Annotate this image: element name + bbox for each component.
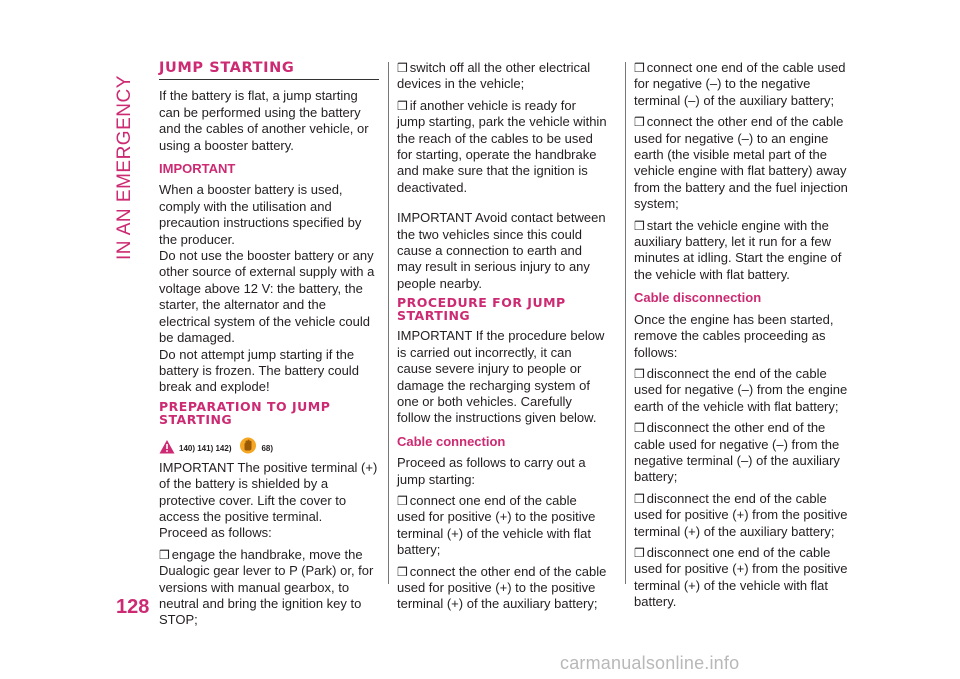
list-item: ❒ connect the other end of the cable used for negative (–) to an engine earth (the visible metal part of the vehicle engine with flat battery) away from the battery and the fuel injection system; [634,114,848,212]
connection-intro: Proceed as follows to carry out a jump starting: [397,455,586,487]
caution-ref-numbers: 68) [261,443,274,453]
checkbox-bullet-icon: ❒ [634,218,645,233]
list-item: ❒ connect the other end of the cable used for positive (+) to the positive terminal (+) of the auxiliary battery; [397,563,607,612]
checkbox-bullet-icon: ❒ [634,61,645,75]
list-item: ❒ connect one end of the cable used for negative (–) to the negative terminal (–) of the auxiliary battery; [634,60,846,108]
column-divider [625,62,626,584]
page-number: 128 [116,596,150,618]
watermark: carmanualsonline.info [560,653,740,673]
procedure-paragraph: IMPORTANT If the procedure below is carried out incorrectly, it can cause severe injury to people or damage the recharging system of one or both vehicles. Carefully follow the instructions given below. [397,328,605,426]
checkbox-bullet-icon: ❒ [397,493,408,508]
intro-paragraph: If the battery is flat, a jump starting can be performed using the battery and the cables of another vehicle, or using a booster battery. [159,88,369,153]
list-item: ❒ start the vehicle engine with the auxiliary battery, let it run for a few minutes at idling. Start the engine of the vehicle with flat battery. [634,217,842,282]
checkbox-bullet-icon: ❒ [634,421,645,436]
section-title-procedure: PROCEDURE FOR JUMP STARTING [397,295,566,324]
checkbox-bullet-icon: ❒ [634,491,645,506]
chapter-title: IN AN EMERGENCY [114,75,135,260]
list-item: ❒ disconnect the end of the cable used for positive (+) from the positive terminal (+) of the auxiliary battery; [634,490,848,539]
section-title-jump-starting: JUMP STARTING [159,60,379,80]
column-divider [388,62,389,584]
important-paragraph: Do not attempt jump starting if the battery is frozen. The battery could break and explode! [159,346,359,395]
checkbox-bullet-icon: ❒ [634,545,645,560]
preparation-paragraph: Proceed as follows: [159,525,272,541]
checkbox-bullet-icon: ❒ [397,98,408,113]
column-3 [634,60,856,616]
warning-references [159,432,379,454]
list-item: ❒ engage the handbrake, move the Dualogic gear lever to P (Park) or, for versions with manual gearbox, to neutral and bring the ignition key to STOP; [159,546,374,628]
checkbox-bullet-icon: ❒ [159,547,170,562]
warning-ref-numbers: 140) 141) 142) [179,443,232,453]
checkbox-bullet-icon: ❒ [397,61,408,75]
subheading-cable-connection: Cable connection [397,433,506,449]
column-2 [397,60,607,618]
list-item: ❒ disconnect one end of the cable used for positive (+) from the positive terminal (+) of the vehicle with flat battery. [634,544,848,610]
list-item: ❒ disconnect the other end of the cable used for negative (–) from the negative terminal (–) of the auxiliary battery; [634,420,840,485]
important-paragraph: IMPORTANT Avoid contact between the two vehicles since this could cause a connection to earth and may result in serious injury to any people nearby. [397,210,606,291]
important-paragraph: When a booster battery is used, comply with the utilisation and precaution instructions specified by the producer. [159,182,362,247]
caution-hand-icon [239,437,257,454]
checkbox-bullet-icon: ❒ [397,564,408,579]
chapter-side-tab [112,60,142,260]
checkbox-bullet-icon: ❒ [634,366,645,381]
list-item: ❒ if another vehicle is ready for jump starting, park the vehicle within the reach of the cables to be used for starting, operate the handbrake and make sure that the ignition is deactivated. [397,97,607,195]
subheading-cable-disconnection: Cable disconnection [634,290,762,306]
preparation-paragraph: IMPORTANT The positive terminal (+) of the battery is shielded by a protective cover. Lift the cover to access the positive terminal. [159,459,378,524]
section-title-preparation: PREPARATION TO JUMP STARTING [159,398,331,427]
important-paragraph: Do not use the booster battery or any other source of external supply with a voltage above 12 V: the battery, the starter, the alternator and the electrical system of the vehicle could be damaged. [159,248,375,346]
checkbox-bullet-icon: ❒ [634,115,645,130]
disconnection-intro: Once the engine has been started, remove the cables proceeding as follows: [634,311,834,360]
list-item: ❒ connect one end of the cable used for positive (+) to the positive terminal (+) of the vehicle with flat battery; [397,492,596,558]
list-item: ❒ switch off all the other electrical devices in the vehicle; [397,60,591,92]
important-label: IMPORTANT [159,161,236,177]
column-1 [159,60,379,634]
list-item: ❒ disconnect the end of the cable used for negative (–) from the engine earth of the vehicle with flat battery; [634,365,848,414]
warning-triangle-icon [159,439,175,454]
